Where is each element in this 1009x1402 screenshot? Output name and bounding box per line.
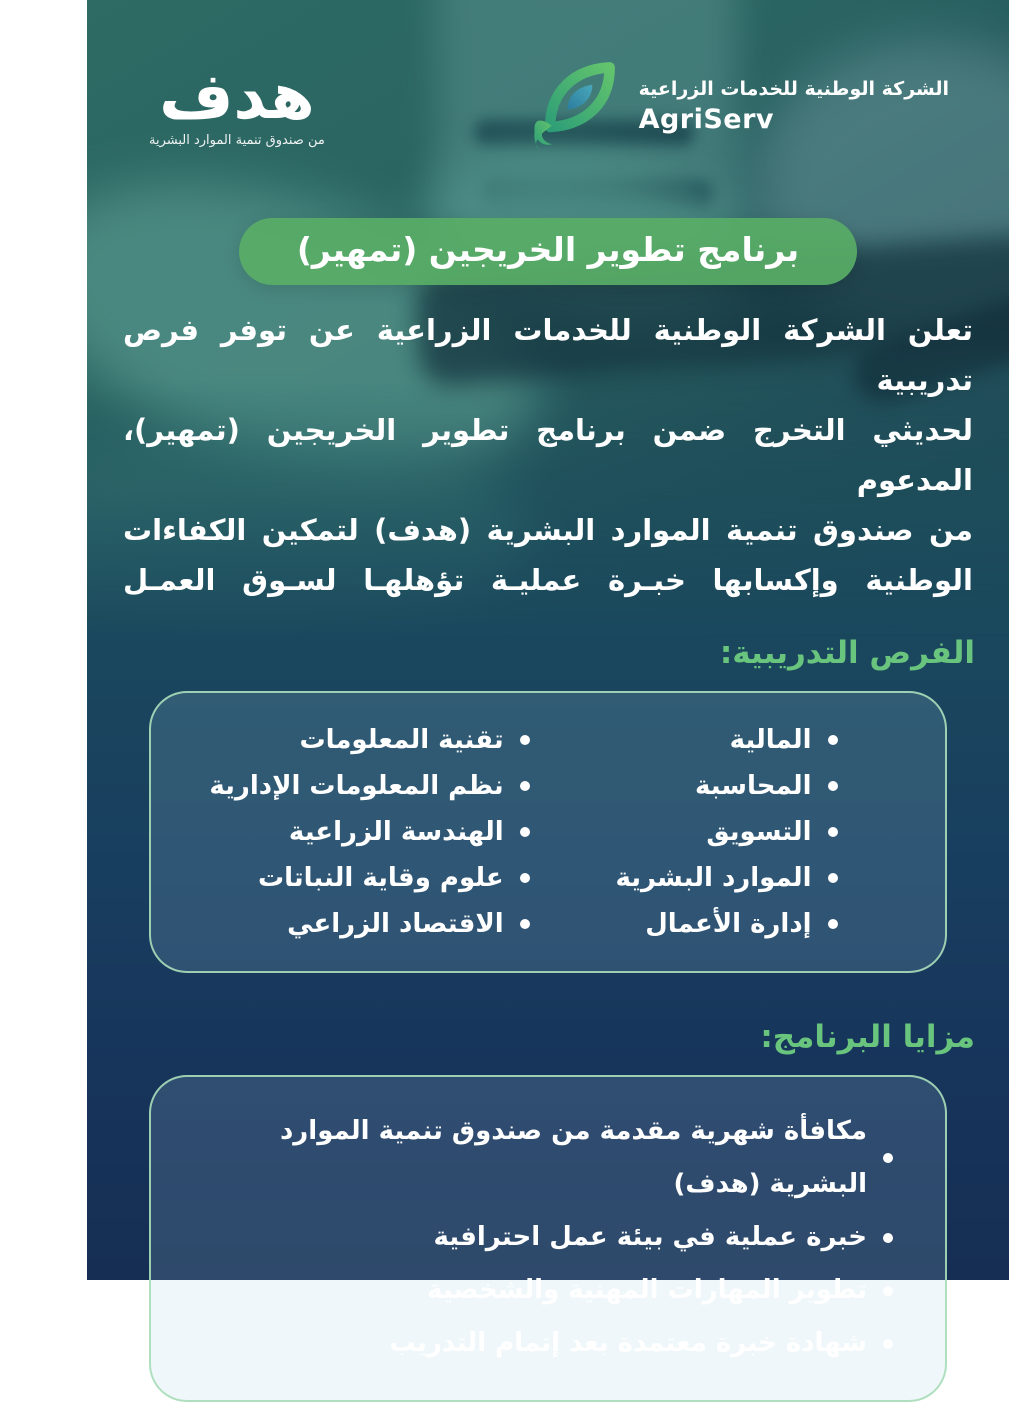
header (119, 0, 977, 152)
agriserv-logo (529, 52, 949, 152)
bullet-icon (828, 873, 838, 883)
opportunity-label: نظم المعلومات الإدارية (209, 771, 504, 801)
bullet-icon (520, 919, 530, 929)
intro-paragraph (123, 305, 973, 605)
benefit-label: مكافأة شهرية مقدمة من صندوق تنمية الموارد البشرية (هدف) (279, 1116, 867, 1199)
section-title-opportunities: الفرص التدريبية: (719, 635, 975, 671)
bullet-icon (883, 1233, 893, 1243)
bullet-icon (520, 781, 530, 791)
intro-line: من صندوق تنمية الموارد البشرية (هدف) لتمكين الكفاءات (123, 513, 973, 547)
list-item (203, 1105, 893, 1211)
bullet-icon (520, 873, 530, 883)
agriserv-name-arabic: الشركة الوطنية للخدمات الزراعية (638, 78, 949, 100)
intro-line: الوطنية وإكسابها خبـرة عمليـة تؤهلهـا لسـوق العمـل (123, 563, 973, 597)
list-item (209, 717, 529, 763)
bullet-icon (883, 1153, 893, 1163)
list-item (615, 717, 837, 763)
bullet-icon (828, 781, 838, 791)
benefits-card (149, 1075, 947, 1402)
bullet-icon (883, 1286, 893, 1296)
agriserv-name-english: AgriServ (638, 104, 775, 135)
list-item (209, 901, 529, 947)
section-title-benefits: مزايا البرنامج: (760, 1019, 975, 1055)
list-item (615, 901, 837, 947)
opportunity-label: الاقتصاد الزراعي (287, 909, 504, 939)
hadaf-tagline: من صندوق تنمية الموارد البشرية (149, 133, 325, 149)
opportunities-card (149, 691, 947, 973)
opportunities-column-left (191, 717, 548, 947)
opportunity-label: التسويق (706, 817, 812, 847)
opportunity-label: علوم وقاية النباتات (258, 863, 504, 893)
intro-line: تعلن الشركة الوطنية للخدمات الزراعية عن توفر فرص تدريبية (123, 313, 973, 397)
list-item (615, 855, 837, 901)
bullet-icon (828, 919, 838, 929)
intro-line: لحديثي التخرج ضمن برنامج تطوير الخريجين (تمهير)، المدعوم (123, 413, 973, 497)
list-item (209, 855, 529, 901)
bullet-icon (828, 735, 838, 745)
bullet-icon (883, 1339, 893, 1349)
hadaf-logo (149, 52, 325, 148)
list-item (209, 809, 529, 855)
opportunities-column-right (548, 717, 905, 947)
bullet-icon (828, 827, 838, 837)
opportunity-label: إدارة الأعمال (645, 909, 812, 939)
agriserv-leaf-icon (529, 52, 625, 152)
benefit-label: خبرة عملية في بيئة عمل احترافية (433, 1222, 867, 1252)
list-item (209, 763, 529, 809)
bullet-icon (520, 735, 530, 745)
list-item (203, 1264, 893, 1317)
list-item (203, 1211, 893, 1264)
opportunity-label: المحاسبة (695, 771, 812, 801)
benefit-label: تطوير المهارات المهنية والشخصية (427, 1275, 867, 1305)
list-item (615, 763, 837, 809)
opportunity-label: الموارد البشرية (615, 863, 812, 893)
opportunity-label: تقنية المعلومات (299, 725, 504, 755)
benefit-label: شهادة خبرة معتمدة بعد إتمام التدريب (389, 1328, 867, 1358)
list-item (203, 1317, 893, 1370)
poster (87, 0, 1009, 1358)
list-item (615, 809, 837, 855)
program-title-badge: برنامج تطوير الخريجين (تمهير) (239, 218, 857, 285)
bullet-icon (520, 827, 530, 837)
hadaf-wordmark: هدف (159, 60, 315, 134)
agriserv-logo-text (639, 52, 949, 135)
opportunity-label: الهندسة الزراعية (288, 817, 504, 847)
opportunity-label: المالية (729, 725, 812, 755)
